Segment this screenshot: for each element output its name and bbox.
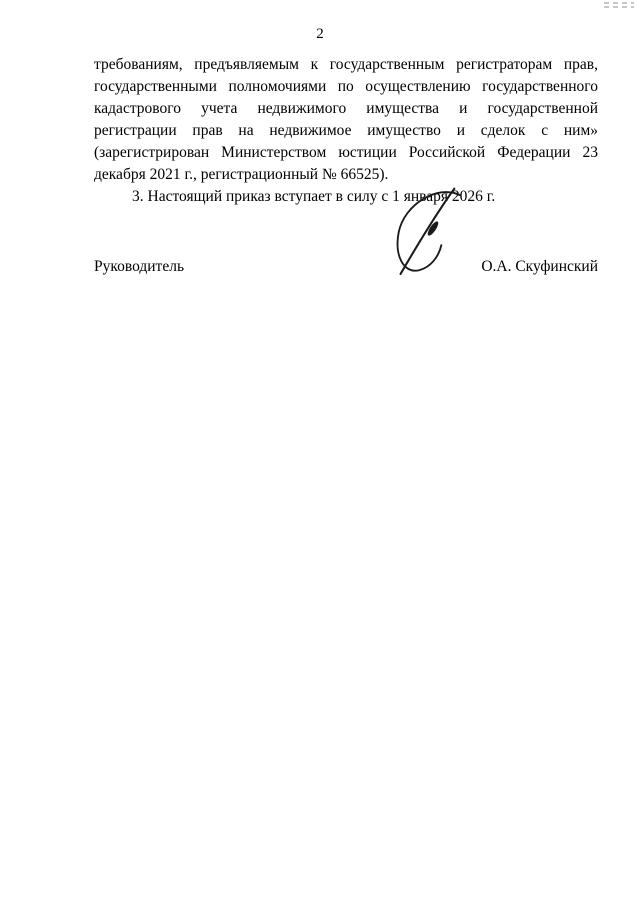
signatory-name: О.А. Скуфинский (481, 258, 598, 275)
scan-artifact (604, 2, 634, 9)
scan-artifact-dash (604, 6, 634, 8)
signatory-role: Руководитель (94, 258, 185, 275)
body-paragraph-continuation: требованиям, предъявляемым к государственным регистраторам прав, государственными полномочиями по осуществлению государственного кадастрового учета недвижимого имущества и государственной регистрации прав на недвижимое имущество и сделок с ним» (зарегистрирован Министерством юстиции Российской Федерации 23 декабря 2021 г., регистрационный № 66525). (94, 56, 598, 183)
scan-artifact-dash (604, 2, 634, 4)
document-body (94, 54, 598, 208)
body-paragraph-item3: 3. Настоящий приказ вступает в силу с 1 января 2026 г. (132, 188, 496, 205)
signature-block (94, 256, 598, 278)
page-number: 2 (316, 26, 324, 42)
